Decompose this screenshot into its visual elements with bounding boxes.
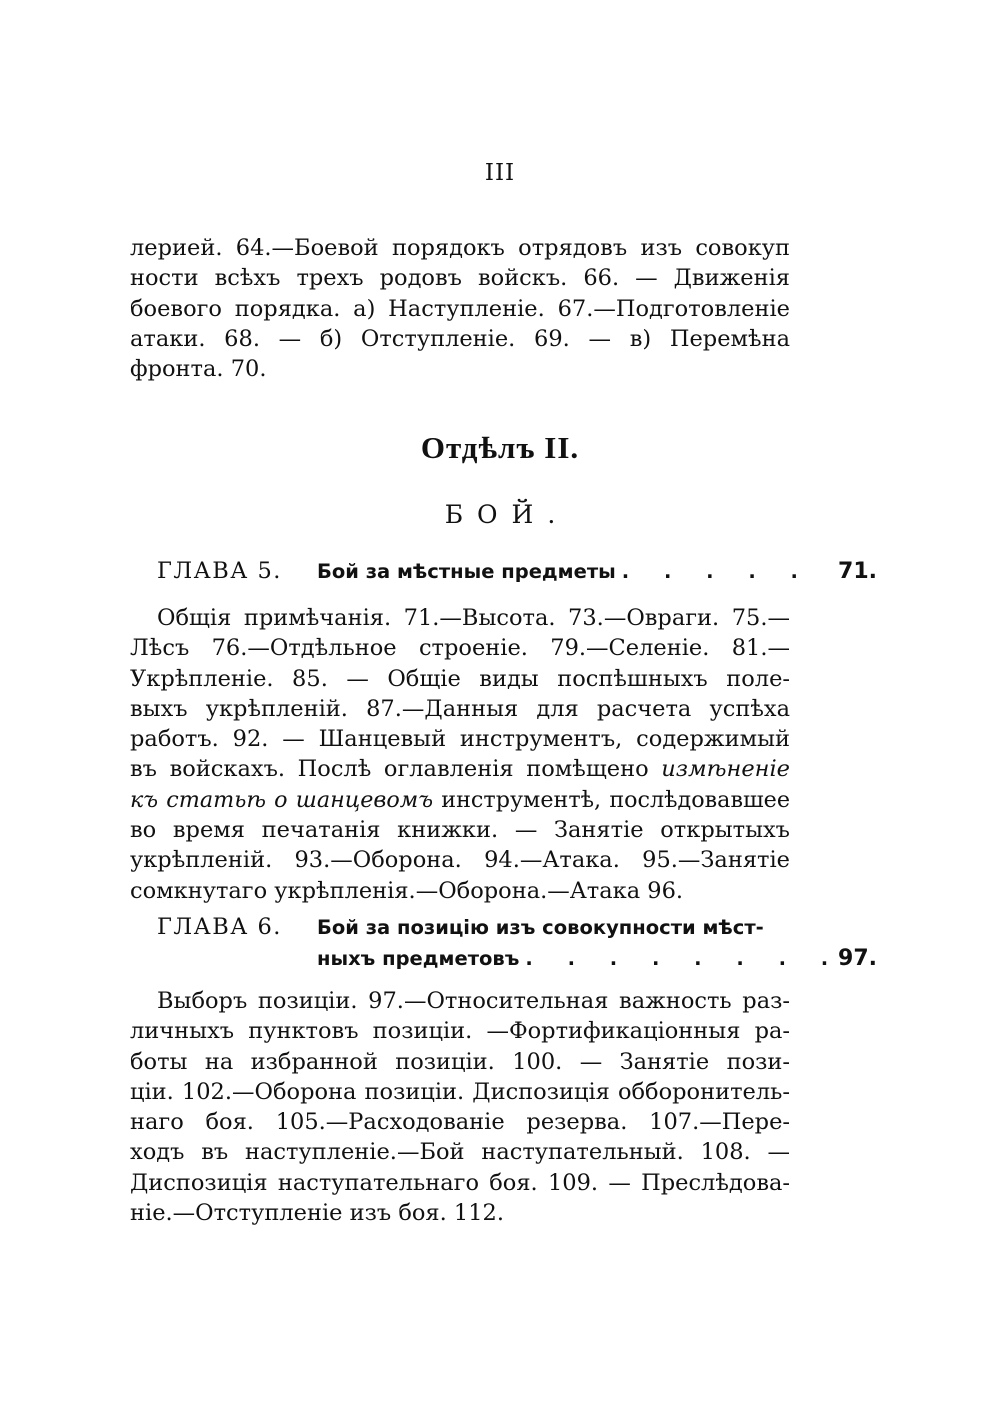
text-segment: въ войскахъ. Послѣ оглавленія помѣщено — [130, 756, 649, 783]
text-line: ціи. 102.—Оборона позиціи. Диспозиція обборонитель- — [130, 1078, 790, 1105]
text-line: ходъ въ наступленіе.—Бой наступательный. 108. — — [130, 1139, 790, 1166]
leader-dots: . . . . . — [621, 560, 812, 583]
text-line: Укрѣпленіе. 85. — Общіе виды поспѣшныхъ поле- — [130, 665, 790, 692]
italic-text: измѣненіе — [661, 756, 790, 783]
text-line: лерией. 64.—Боевой порядокъ отрядовъ изъ совокуп — [130, 235, 790, 261]
chapter-page-number: 71. — [838, 559, 877, 584]
text-line: Общія примѣчанія. 71.—Высота. 73.—Овраги. 75.— — [157, 605, 790, 631]
text-line: сомкнутаго укрѣпленія.—Оборона.—Атака 96. — [130, 877, 684, 904]
chapter-5-heading — [157, 556, 877, 588]
chapter-title-text: ныхъ предметовъ — [317, 947, 520, 970]
text-line: работъ. 92. — Шанцевый инструментъ, содержимый — [130, 726, 790, 753]
text-line: фронта. 70. — [130, 356, 267, 383]
text-line: ности всѣхъ трехъ родовъ войскъ. 66. — Движенія — [130, 265, 790, 292]
text-line: личныхъ пунктовъ позиціи. —Фортификаціонныя ра- — [130, 1018, 790, 1045]
section-title: Отдѣлъ II. — [420, 430, 580, 465]
italic-text: къ статьѣ о шанцевомъ — [130, 786, 434, 813]
chapter-title-text: Бой за мѣстные предметы — [317, 560, 616, 583]
text-line: боевого порядка. а) Наступленіе. 67.—Подготовленіе — [130, 295, 790, 322]
text-line: атаки. 68. — б) Отступленіе. 69. — в) Перемѣна — [130, 325, 790, 352]
text-line: Лѣсъ 76.—Отдѣльное строеніе. 79.—Селеніе. 81.— — [130, 635, 790, 662]
chapter-label: ГЛАВА 6. — [157, 914, 282, 940]
chapter-title — [317, 912, 842, 974]
page-number: III — [484, 160, 516, 186]
intro-paragraph — [130, 233, 790, 384]
section-subtitle: БОЙ. — [444, 500, 570, 529]
text-segment: инструментѣ, послѣдовавшее — [441, 786, 790, 813]
chapter-title-line — [317, 943, 842, 974]
chapter-title-line: Бой за позицію изъ совокупности мѣст- — [317, 916, 764, 939]
chapter-title — [317, 556, 812, 587]
chapter-5-contents — [130, 603, 790, 906]
text-line — [130, 785, 790, 815]
chapter-label: ГЛАВА 5. — [157, 558, 282, 584]
chapter-6-heading — [157, 912, 877, 976]
text-line: Диспозиція наступательнаго боя. 109. — Преслѣдова- — [130, 1169, 790, 1196]
text-line: наго боя. 105.—Расходованіе резерва. 107.—Пере- — [130, 1109, 790, 1136]
chapter-page-number: 97. — [838, 946, 877, 971]
leader-dots: . . . . . . . . — [525, 947, 843, 970]
text-line: Выборъ позиціи. 97.—Относительная важность раз- — [157, 988, 790, 1014]
text-line: боты на избранной позиціи. 100. — Занятіе пози- — [130, 1048, 790, 1075]
text-line: выхъ укрѣпленій. 87.—Данныя для расчета успѣха — [130, 695, 790, 722]
text-line: укрѣпленій. 93.—Оборона. 94.—Атака. 95.—Занятіе — [130, 847, 790, 874]
text-line: во время печатанія книжки. — Занятіе открытыхъ — [130, 817, 790, 844]
text-line — [130, 754, 790, 784]
text-line: ніе.—Отступленіе изъ боя. 112. — [130, 1200, 505, 1227]
chapter-6-contents — [130, 986, 790, 1228]
